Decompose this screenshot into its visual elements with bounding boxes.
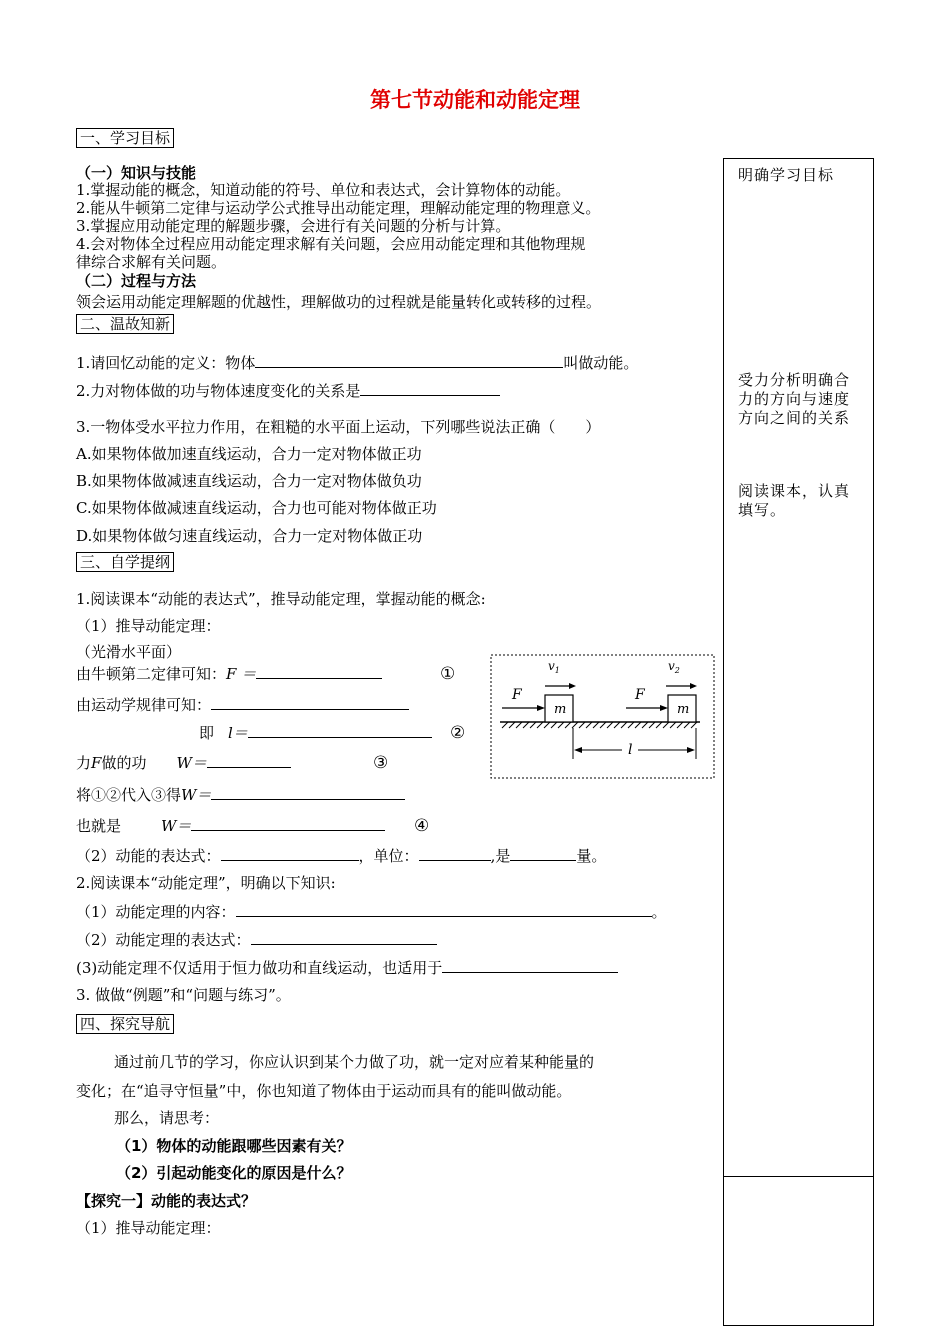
blank-field[interactable] xyxy=(510,846,576,861)
outline-work xyxy=(76,753,291,772)
outline-line-15: 3. 做做“例题”和“问题与练习”。 xyxy=(76,986,291,1004)
outline-result xyxy=(76,816,385,835)
review-option: B.如果物体做减速直线运动，合力一定对物体做负功 xyxy=(76,472,422,490)
outline-theorem-expression xyxy=(76,930,437,949)
outline-line-11: 2.阅读课本“动能定理”，明确以下知识: xyxy=(76,874,336,892)
blank-field[interactable] xyxy=(211,785,405,800)
outline-expression xyxy=(76,846,606,865)
review-q2-text: 2.力对物体做的功与物体速度变化的关系是 xyxy=(76,382,361,400)
equation-number-4: ④ xyxy=(414,816,430,836)
mass-label-2: m xyxy=(677,702,690,717)
blank-field[interactable] xyxy=(248,723,432,738)
equation-number-2: ② xyxy=(450,723,466,743)
equation-number-3: ③ xyxy=(373,753,389,773)
review-q1-suffix: 叫做动能。 xyxy=(563,354,639,372)
notes-column xyxy=(723,158,874,1326)
outline-line-3: （光滑水平面） xyxy=(76,643,182,661)
velocity-label-2: $v_2$ xyxy=(668,659,680,675)
blank-field[interactable] xyxy=(256,664,382,679)
page-title: 第七节动能和动能定理 xyxy=(370,88,580,112)
outline-line-1: 1.阅读课本“动能的表达式”，推导动能定理，掌握动能的概念: xyxy=(76,590,486,608)
note-force-analysis: 受力分析明确合力的方向与速度方向之间的关系 xyxy=(738,371,851,427)
formula-f: F ＝ xyxy=(226,665,257,683)
blank-field[interactable] xyxy=(221,846,359,861)
formula-w: W＝ xyxy=(181,786,212,804)
blank-field[interactable] xyxy=(442,958,618,973)
objective-item: 3.掌握应用动能定理的解题步骤，会进行有关问题的分析与计算。 xyxy=(76,217,511,235)
objectives-knowledge-heading: （一）知识与技能 xyxy=(76,164,197,182)
mass-label-1: m xyxy=(554,702,567,717)
blank-field[interactable] xyxy=(236,902,652,917)
blank-field[interactable] xyxy=(191,816,385,831)
outline-kinematics xyxy=(76,695,409,714)
formula-w: W＝ xyxy=(176,754,207,772)
explore-paragraph-line-2: 变化；在“追寻守恒量”中，你也知道了物体由于运动而具有的能叫做动能。 xyxy=(76,1082,572,1100)
note-objectives: 明确学习目标 xyxy=(738,166,835,184)
motion-diagram xyxy=(490,654,716,780)
note-read-textbook: 阅读课本，认真填写。 xyxy=(738,482,851,519)
outline-ji: 即 xyxy=(199,724,215,742)
formula-l: l＝ xyxy=(228,724,248,742)
force-arrowhead-1 xyxy=(537,705,545,711)
outline-substitute xyxy=(76,785,405,804)
formula-w: W＝ xyxy=(161,817,192,835)
outline-quantity-suffix: 量。 xyxy=(576,847,607,865)
section-heading-explore: 四、探究导航 xyxy=(76,1014,174,1034)
explore-topic-1-step: （1）推导动能定理： xyxy=(76,1219,221,1237)
velocity-arrowhead-2 xyxy=(690,683,697,689)
review-q3: 3.一物体受水平拉力作用，在粗糙的水平面上运动，下列哪些说法正确（ ） xyxy=(76,418,601,436)
objectives-process-heading: （二）过程与方法 xyxy=(76,272,197,290)
blank-field[interactable] xyxy=(255,353,563,368)
section-heading-outline: 三、自学提纲 xyxy=(76,552,174,572)
outline-period: 。 xyxy=(651,903,667,921)
outline-theorem-scope xyxy=(76,958,618,977)
outline-theorem-content xyxy=(76,902,667,921)
distance-label: l xyxy=(628,742,633,758)
review-q1 xyxy=(76,353,638,372)
notes-divider xyxy=(723,1176,874,1177)
equation-number-1: ① xyxy=(440,664,456,684)
blank-field[interactable] xyxy=(360,381,500,396)
review-q2 xyxy=(76,381,500,400)
outline-newton xyxy=(76,664,382,683)
outline-expression-text: （2）动能的表达式： xyxy=(76,847,221,865)
objective-item: 2.能从牛顿第二定律与运动学公式推导出动能定理，理解动能定理的物理意义。 xyxy=(76,199,601,217)
blank-field[interactable] xyxy=(211,695,409,710)
objectives-process-text: 领会运用动能定理解题的优越性，理解做功的过程就是能量转化或转移的过程。 xyxy=(76,293,602,311)
outline-theorem-content-text: （1）动能定理的内容： xyxy=(76,903,236,921)
blank-field[interactable] xyxy=(251,930,437,945)
outline-result-text: 也就是 xyxy=(76,817,122,835)
force-arrowhead-2 xyxy=(660,705,668,711)
outline-theorem-expression-text: （2）动能定理的表达式： xyxy=(76,931,251,949)
explore-paragraph-line-1: 通过前几节的学习，你应认识到某个力做了功，就一定对应着某种能量的 xyxy=(114,1053,595,1071)
objective-item: 4.会对物体全过程应用动能定理求解有关问题，会应用动能定理和其他物理规 xyxy=(76,235,586,253)
outline-work-text2: 做的功 xyxy=(101,754,147,772)
distance-arrowhead-right xyxy=(687,747,695,753)
blank-field[interactable] xyxy=(419,846,491,861)
velocity-arrowhead-1 xyxy=(569,683,576,689)
outline-displacement xyxy=(199,723,432,742)
explore-question-1: （1）物体的动能跟哪些因素有关？ xyxy=(116,1137,352,1155)
outline-work-text: 力 xyxy=(76,754,92,772)
force-label-1: F xyxy=(512,687,522,703)
review-option: D.如果物体做匀速直线运动，合力一定对物体做正功 xyxy=(76,527,423,545)
outline-theorem-scope-text: (3)动能定理不仅适用于恒力做功和直线运动，也适用于 xyxy=(76,959,443,977)
outline-kinematics-text: 由运动学规律可知： xyxy=(76,696,212,714)
blank-field[interactable] xyxy=(207,753,291,768)
objective-item: 1.掌握动能的概念，知道动能的符号、单位和表达式，会计算物体的动能。 xyxy=(76,181,571,199)
force-label-2: F xyxy=(635,687,645,703)
formula-f-inline: F xyxy=(91,754,102,772)
outline-newton-text: 由牛顿第二定律可知： xyxy=(76,665,227,683)
velocity-label-1: $v_1$ xyxy=(548,659,560,675)
review-q1-text: 1.请回忆动能的定义：物体 xyxy=(76,354,256,372)
outline-unit-text: ，单位： xyxy=(358,847,419,865)
outline-substitute-text: 将①②代入③得 xyxy=(76,786,182,804)
section-heading-objectives: 一、学习目标 xyxy=(76,128,174,148)
explore-prompt: 那么，请思考： xyxy=(114,1109,220,1127)
review-option: C.如果物体做减速直线运动，合力也可能对物体做正功 xyxy=(76,499,437,517)
outline-quantity-text: ,是 xyxy=(490,847,511,865)
explore-topic-1: 【探究一】动能的表达式？ xyxy=(76,1192,257,1210)
review-option: A.如果物体做加速直线运动，合力一定对物体做正功 xyxy=(76,445,422,463)
section-heading-review: 二、温故知新 xyxy=(76,314,174,334)
distance-arrowhead-left xyxy=(574,747,582,753)
ground-hatching xyxy=(502,722,697,728)
outline-line-2: （1）推导动能定理： xyxy=(76,617,221,635)
objective-item: 律综合求解有关问题。 xyxy=(76,253,227,271)
explore-question-2: （2）引起动能变化的原因是什么？ xyxy=(116,1164,352,1182)
